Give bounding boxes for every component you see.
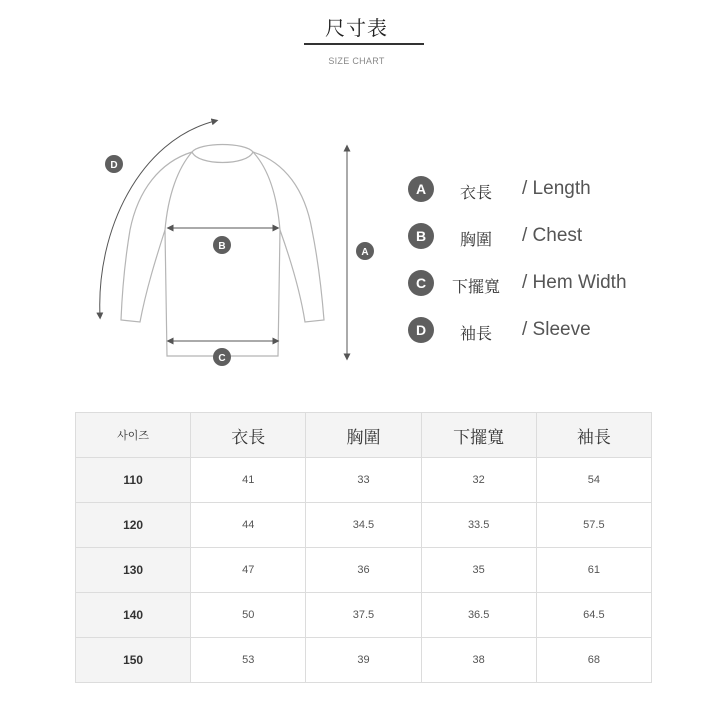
table-row [76,638,652,683]
legend-badge-a: A [408,176,434,202]
svg-text:D: D [110,160,118,171]
hem-width-cell: 36.5 [421,593,536,638]
table-row [76,458,652,503]
size-cell: 140 [76,593,191,638]
legend-label-en: / Hem Width [522,272,627,293]
size-table [75,412,652,683]
shirt-illustration [0,100,400,380]
marker-d-badge [105,155,123,173]
page-subtitle: SIZE CHART [328,56,385,66]
table-row [76,548,652,593]
sleeve-cell: 61 [536,548,651,593]
length-cell: 50 [191,593,306,638]
legend-badge-d: D [408,317,434,343]
legend-item-length [408,173,708,203]
collar-outline [192,145,253,163]
marker-b-badge [213,236,231,254]
length-cell: 47 [191,548,306,593]
svg-text:B: B [218,241,226,252]
legend-label-en: / Chest [522,225,583,246]
left-sleeve-outline [121,152,192,322]
length-cell: 41 [191,458,306,503]
column-header-sleeve: 袖長 [536,413,651,458]
size-cell: 150 [76,638,191,683]
column-header-length: 衣長 [191,413,306,458]
column-header-hem-width: 下擺寬 [421,413,536,458]
legend-item-hem-width [408,267,708,297]
column-header-size: 사이즈 [76,413,191,458]
header [0,0,713,80]
marker-a-badge [356,242,374,260]
chest-cell: 33 [306,458,421,503]
legend-label-cjk: 胸圍 [459,230,492,249]
chest-cell: 39 [306,638,421,683]
chest-cell: 36 [306,548,421,593]
table-row [76,593,652,638]
length-cell: 44 [191,503,306,548]
size-cell: 130 [76,548,191,593]
page-title: 尺寸表 [325,16,388,40]
title-underline [304,43,424,45]
chest-cell: 37.5 [306,593,421,638]
legend-badge-c: C [408,270,434,296]
svg-text:C: C [218,353,226,364]
marker-c-badge [213,348,231,366]
sleeve-cell: 54 [536,458,651,503]
table-header-row [76,413,652,458]
hem-width-cell: 35 [421,548,536,593]
legend-label-cjk: 衣長 [459,183,492,202]
svg-text:A: A [361,247,369,258]
sleeve-measure-arc [100,121,215,316]
sleeve-cell: 68 [536,638,651,683]
right-sleeve-outline [253,152,324,322]
hem-width-cell: 38 [421,638,536,683]
garment-diagram [0,100,400,380]
length-cell: 53 [191,638,306,683]
table-row [76,503,652,548]
legend-label-en: / Length [522,178,591,199]
size-cell: 110 [76,458,191,503]
legend-label-en: / Sleeve [522,319,591,340]
size-cell: 120 [76,503,191,548]
legend-badge-b: B [408,223,434,249]
legend-label-cjk: 下擺寬 [451,277,500,296]
legend-label-cjk: 袖長 [459,324,492,343]
chest-cell: 34.5 [306,503,421,548]
hem-width-cell: 33.5 [421,503,536,548]
column-header-chest: 胸圍 [306,413,421,458]
sleeve-cell: 64.5 [536,593,651,638]
shirt-body-outline [165,152,280,356]
legend-item-sleeve [408,314,708,344]
sleeve-cell: 57.5 [536,503,651,548]
legend-item-chest [408,220,708,250]
measurement-legend [408,170,708,350]
hem-width-cell: 32 [421,458,536,503]
